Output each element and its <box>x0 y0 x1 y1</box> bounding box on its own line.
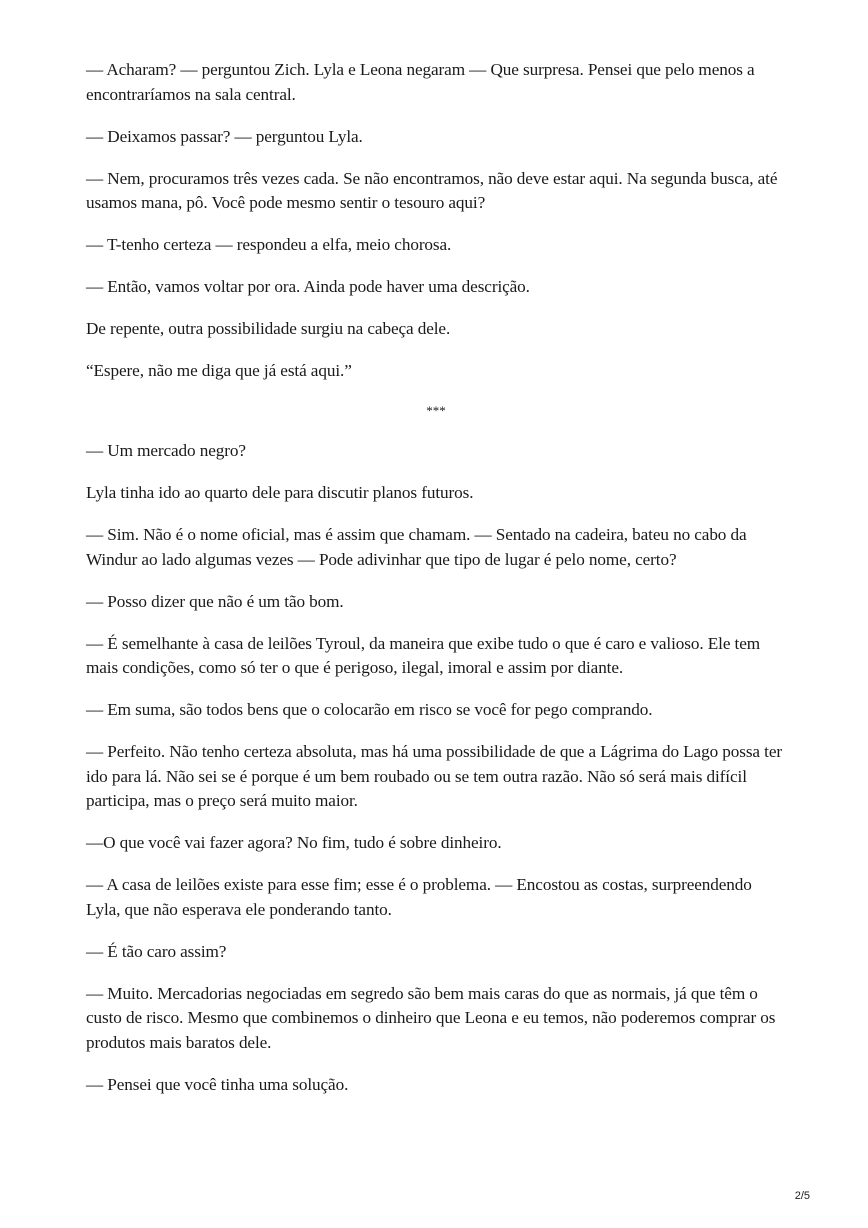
paragraph: “Espere, não me diga que já está aqui.” <box>86 361 352 380</box>
page-number: 2/5 <box>794 1190 810 1202</box>
paragraph: — É tão caro assim? <box>86 941 227 961</box>
paragraph: Lyla tinha ido ao quarto dele para discutir planos futuros. <box>86 483 474 502</box>
scene-separator: *** <box>426 403 446 418</box>
paragraph: — Sim. Não é o nome oficial, mas é assim que chamam. — Sentado na cadeira, bateu no cabo da Windur ao lado algumas vezes — Pode adivinhar que tipo de lugar é pelo nome, certo? <box>86 525 747 569</box>
paragraph: — T-tenho certeza — respondeu a elfa, meio chorosa. <box>86 235 452 254</box>
document-page <box>86 58 786 1115</box>
paragraph: — Muito. Mercadorias negociadas em segredo são bem mais caras do que as normais, já que têm o custo de risco. Mesmo que combinemos o dinheiro que Leona e eu temos, não poderemos comprar os produtos mais baratos dele. <box>86 983 776 1052</box>
paragraph: — Então, vamos voltar por ora. Ainda pode haver uma descrição. <box>86 277 530 296</box>
paragraph: —O que você vai fazer agora? No fim, tudo é sobre dinheiro. <box>86 833 502 852</box>
paragraph: — Um mercado negro? <box>86 441 246 460</box>
paragraph: — Acharam? — perguntou Zich. Lyla e Leona negaram — Que surpresa. Pensei que pelo menos a encontraríamos na sala central. <box>86 60 755 104</box>
paragraph: De repente, outra possibilidade surgiu na cabeça dele. <box>86 319 451 338</box>
paragraph: — Perfeito. Não tenho certeza absoluta, mas há uma possibilidade de que a Lágrima do Lago possa ter ido para lá. Não sei se é porque é um bem roubado ou se tem outra razão. Não só será mais difícil participa, mas o preço será muito maior. <box>86 742 782 810</box>
paragraph: — Em suma, são todos bens que o colocarão em risco se você for pego comprando. <box>86 700 653 719</box>
paragraph: — Nem, procuramos três vezes cada. Se não encontramos, não deve estar aqui. Na segunda busca, até usamos mana, pô. Você pode mesmo sentir o tesouro aqui? <box>86 168 778 212</box>
paragraph: — Pensei que você tinha uma solução. <box>86 1074 349 1094</box>
paragraph: — A casa de leilões existe para esse fim; esse é o problema. — Encostou as costas, surpreendendo Lyla, que não esperava ele ponderando tanto. <box>86 875 752 919</box>
paragraph: — Posso dizer que não é um tão bom. <box>86 591 344 611</box>
paragraph: — É semelhante à casa de leilões Tyroul, da maneira que exibe tudo o que é caro e valioso. Ele tem mais condições, como só ter o que é perigoso, ilegal, imoral e assim por diante. <box>86 633 761 677</box>
paragraph: — Deixamos passar? — perguntou Lyla. <box>86 126 363 146</box>
